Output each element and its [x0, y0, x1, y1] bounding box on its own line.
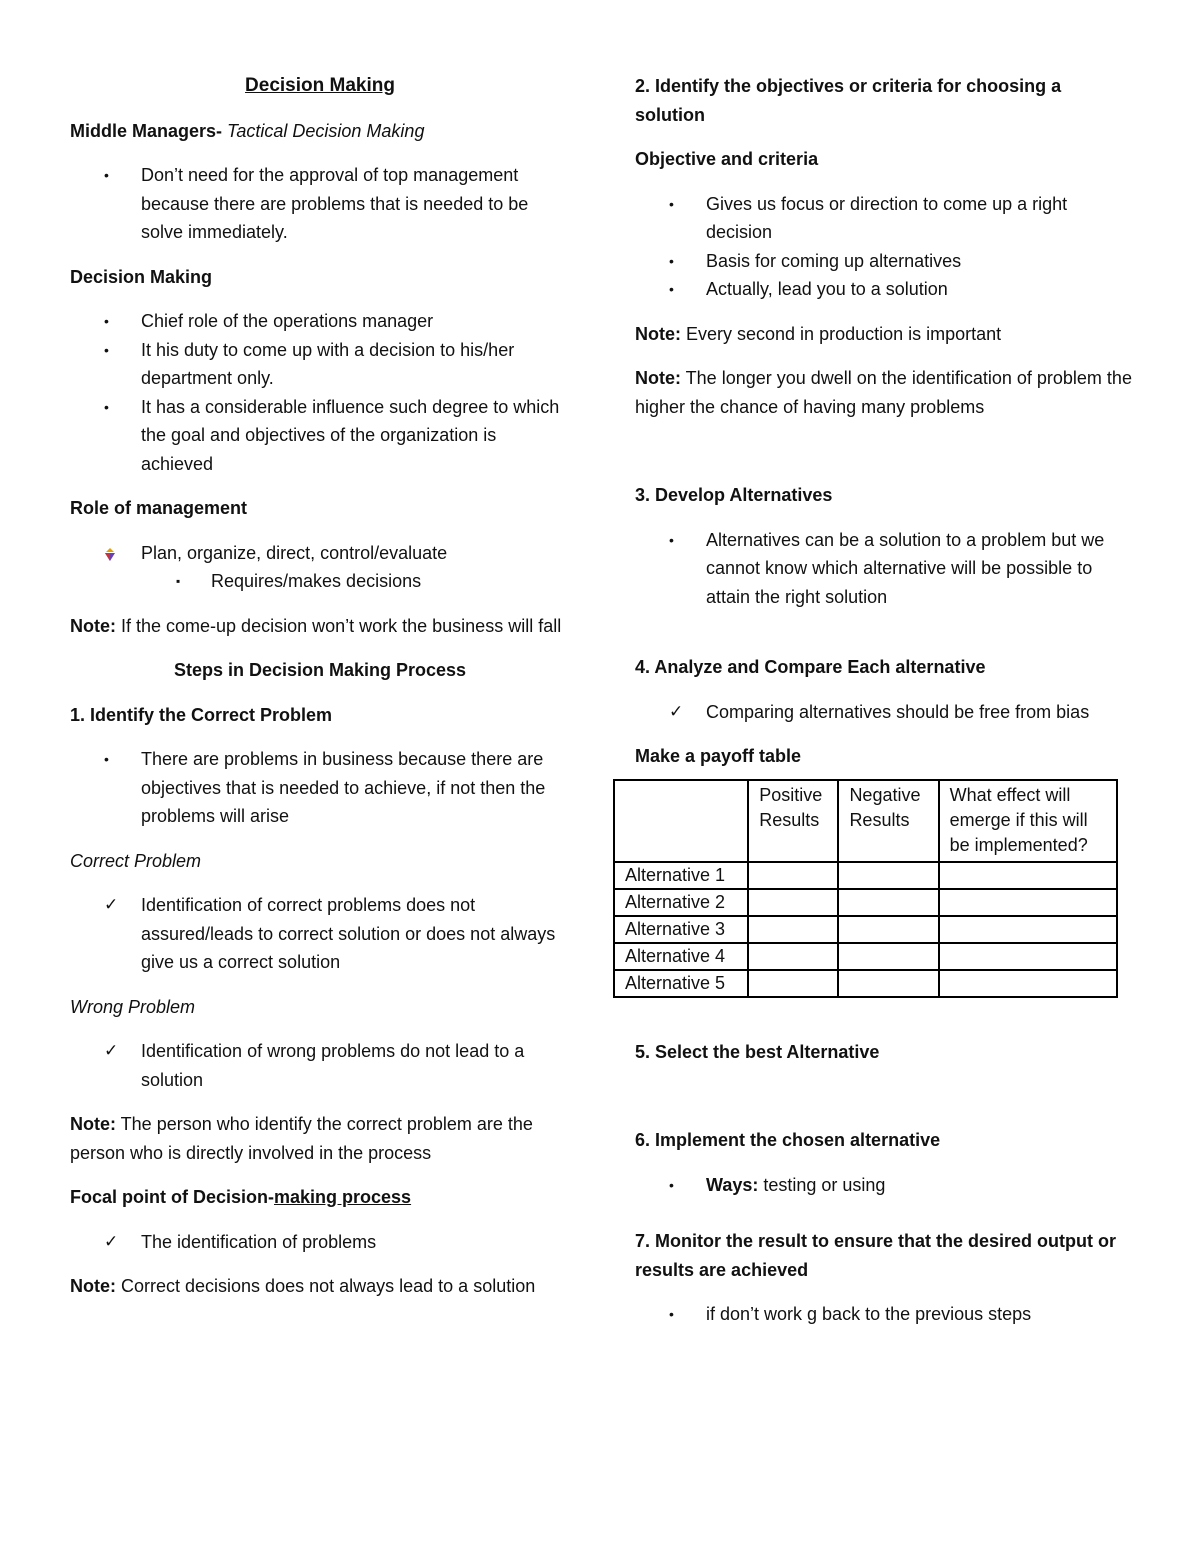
row-label: Alternative 5 — [614, 970, 748, 997]
step1-list — [70, 745, 570, 831]
step2-heading: 2. Identify the objectives or criteria for choosing a solution — [635, 76, 1062, 125]
steps-heading: Steps in Decision Making Process — [173, 660, 467, 680]
middle-managers-list — [70, 161, 570, 247]
row-label: Alternative 1 — [614, 862, 748, 889]
payoff-table — [613, 779, 1118, 998]
row-label: Alternative 4 — [614, 943, 748, 970]
wrong-problem-heading: Wrong Problem — [70, 996, 196, 1017]
note-person-involved: Note: The person who identify the correct problem are the person who is directly involved in the process — [70, 1114, 533, 1163]
bullet-icon: • — [104, 167, 109, 183]
bullet-icon: • — [104, 313, 109, 329]
page-title: Decision Making — [245, 75, 395, 96]
list-item: • if don’t work g back to the previous steps — [635, 1300, 1135, 1329]
wrong-problem-list — [70, 1037, 570, 1094]
focal-point-heading: Focal point of Decision-making process — [70, 1187, 412, 1207]
bullet-icon: • — [104, 398, 109, 415]
table-row — [614, 943, 1117, 970]
bullet-icon: • — [669, 1176, 674, 1193]
note-correct-decisions: Note: Correct decisions does not always lead to a solution — [70, 1276, 536, 1296]
list-item: • It has a considerable influence such degree to which the goal and objectives of the organization is achieved — [70, 393, 570, 479]
check-icon: ✓ — [104, 1231, 119, 1251]
role-sublist — [70, 567, 570, 596]
square-bullet-icon: ▪ — [176, 574, 181, 588]
objective-criteria-heading: Objective and criteria — [635, 149, 819, 169]
check-icon: ✓ — [669, 701, 684, 721]
step6-heading: 6. Implement the chosen alternative — [635, 1130, 941, 1150]
step4-list — [635, 698, 1135, 727]
table-header-cell: Negative Results — [838, 780, 938, 862]
objective-list — [635, 190, 1135, 304]
step5-heading: 5. Select the best Alternative — [635, 1041, 880, 1062]
note-every-second: Note: Every second in production is important — [635, 323, 1002, 344]
list-item: ✓ Identification of correct problems does not assured/leads to correct solution or does not always give us a correct solution — [70, 891, 570, 977]
list-item: • It his duty to come up with a decision to his/her department only. — [70, 336, 570, 393]
list-item: ✓ Identification of wrong problems do not lead to a solution — [70, 1037, 570, 1094]
step1-heading: 1. Identify the Correct Problem — [70, 704, 333, 725]
check-icon: ✓ — [104, 895, 119, 914]
row-label: Alternative 2 — [614, 889, 748, 916]
list-item: • Alternatives can be a solution to a problem but we cannot know which alternative will be possible to attain the right solution — [635, 526, 1135, 612]
note-dwell: Note: The longer you dwell on the identification of problem the higher the chance of having many problems — [635, 368, 1132, 417]
table-header-row — [614, 780, 1117, 862]
bullet-icon: • — [669, 281, 674, 297]
correct-problem-list — [70, 891, 570, 977]
middle-managers-line — [70, 117, 570, 146]
step3-heading: 3. Develop Alternatives — [635, 485, 833, 505]
bullet-icon: • — [669, 531, 674, 548]
note-business-fall: Note: If the come-up decision won’t work the business will fall — [70, 615, 562, 636]
middle-managers-label: Middle Managers- — [70, 120, 223, 141]
list-item: • Ways: testing or using — [635, 1171, 1135, 1200]
decision-making-heading: Decision Making — [70, 266, 213, 287]
list-item: Plan, organize, direct, control/evaluate — [70, 539, 570, 568]
table-header-cell: Positive Results — [748, 780, 838, 862]
list-item: ✓ Comparing alternatives should be free from bias — [635, 698, 1135, 727]
list-item: • Gives us focus or direction to come up a right decision — [635, 190, 1135, 247]
role-of-management-heading: Role of management — [70, 498, 248, 518]
bullet-icon: • — [104, 751, 109, 767]
table-row — [614, 916, 1117, 943]
step4-heading: 4. Analyze and Compare Each alternative — [635, 657, 986, 677]
step7-heading: 7. Monitor the result to ensure that the desired output or results are achieved — [635, 1231, 1117, 1280]
left-column — [70, 72, 570, 1317]
list-item: • Actually, lead you to a solution — [635, 275, 1135, 304]
role-list — [70, 539, 570, 568]
payoff-table-heading: Make a payoff table — [635, 746, 802, 766]
bullet-icon: • — [104, 341, 109, 358]
list-item: ✓ The identification of problems — [70, 1228, 570, 1257]
focal-point-list — [70, 1228, 570, 1257]
list-item: • Basis for coming up alternatives — [635, 247, 1135, 276]
check-icon: ✓ — [104, 1041, 119, 1060]
right-column — [625, 72, 1135, 1345]
table-row — [614, 862, 1117, 889]
list-item: ▪ Requires/makes decisions — [70, 567, 570, 596]
bullet-icon: • — [669, 1306, 674, 1322]
step6-list — [635, 1171, 1135, 1200]
step7-list — [635, 1300, 1135, 1329]
step3-list — [635, 526, 1135, 612]
list-item: • Chief role of the operations manager — [70, 307, 570, 336]
table-row — [614, 970, 1117, 997]
row-label: Alternative 3 — [614, 916, 748, 943]
middle-managers-subtitle: Tactical Decision Making — [222, 120, 425, 141]
decision-making-list — [70, 307, 570, 478]
table-header-cell: What effect will emerge if this will be implemented? — [939, 780, 1117, 862]
table-row — [614, 889, 1117, 916]
bullet-icon: • — [669, 195, 674, 212]
list-item: • Don’t need for the approval of top management because there are problems that is needed to be solve immediately. — [70, 161, 570, 247]
correct-problem-heading: Correct Problem — [70, 850, 202, 871]
bullet-icon: • — [669, 252, 674, 269]
table-header-cell — [614, 780, 748, 862]
list-item: • There are problems in business because there are objectives that is needed to achieve, if not then the problems will arise — [70, 745, 570, 831]
